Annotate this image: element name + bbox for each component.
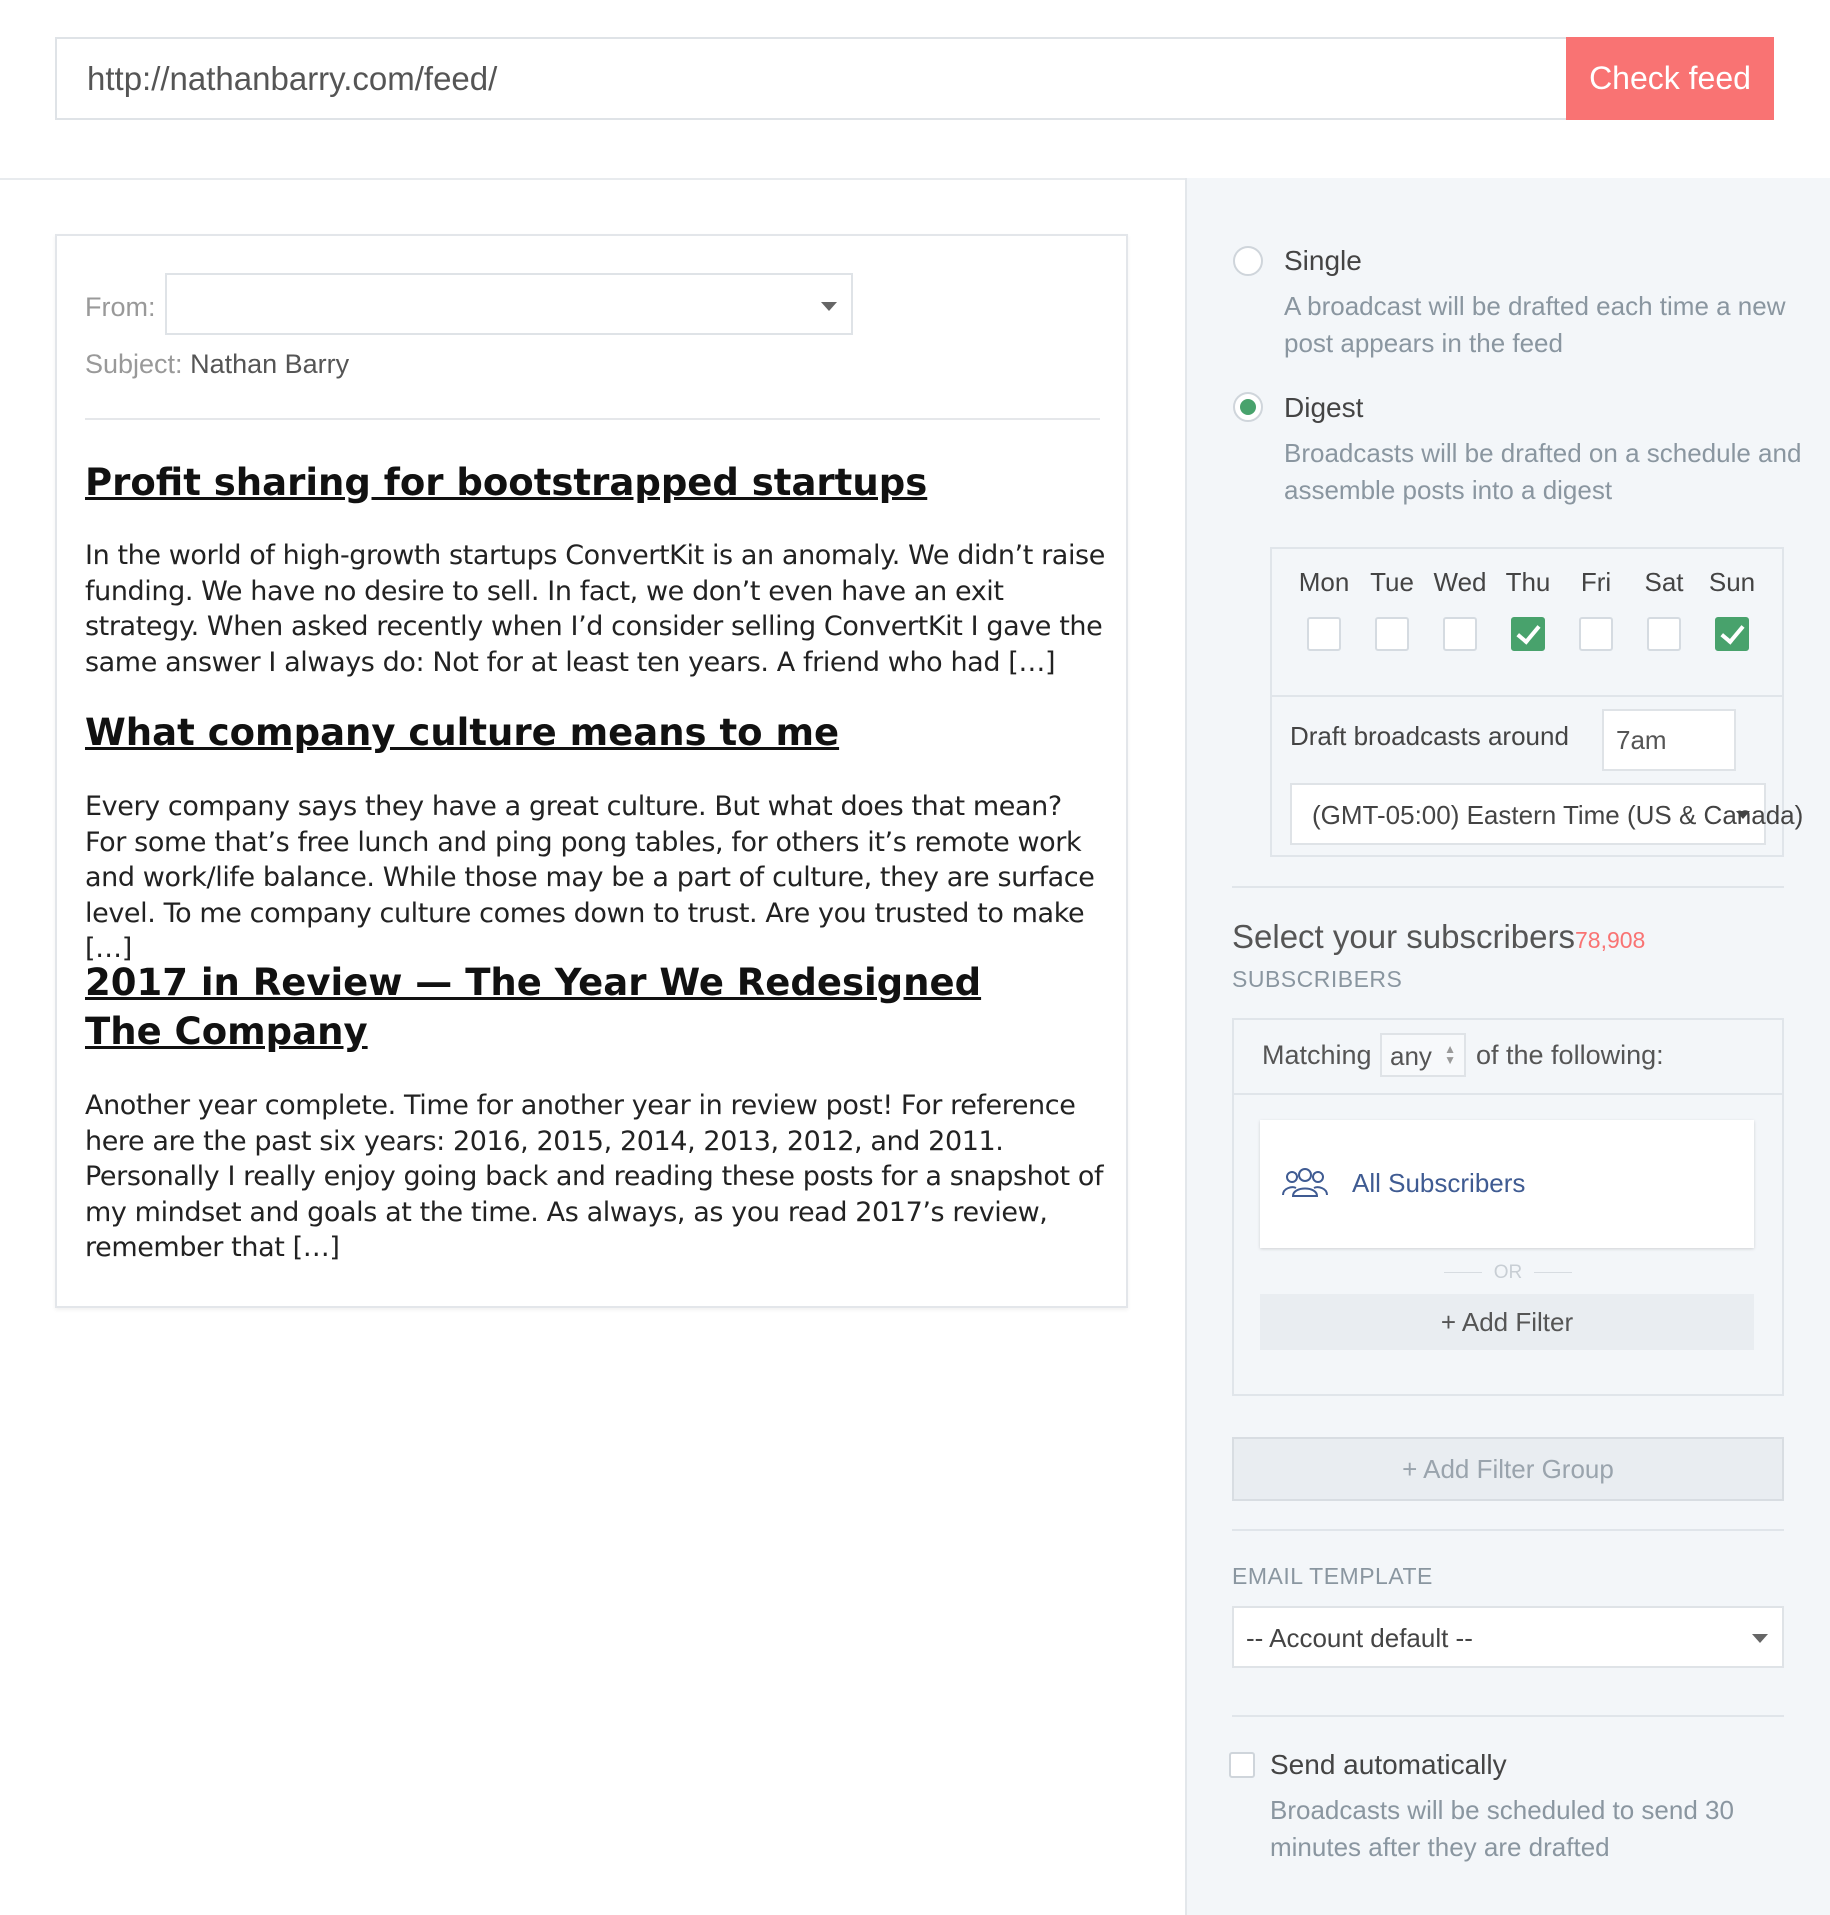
or-label: OR xyxy=(1493,1262,1523,1283)
from-label: From: xyxy=(85,292,156,322)
matching-prefix: Matching xyxy=(1262,1040,1372,1070)
day-label-wed: Wed xyxy=(1433,567,1487,597)
digest-radio[interactable] xyxy=(1233,392,1263,422)
digest-schedule-box xyxy=(1270,547,1804,857)
check-feed-button[interactable]: Check feed xyxy=(1566,37,1774,120)
digest-label: Digest xyxy=(1284,392,1364,423)
digest-description: Broadcasts will be drafted on a schedule and assemble posts into a digest xyxy=(1284,438,1802,505)
divider xyxy=(85,418,1100,420)
divider xyxy=(1232,886,1784,888)
matching-row xyxy=(1234,1020,1782,1095)
subject-value: Nathan Barry xyxy=(190,349,350,379)
users-icon xyxy=(1282,1164,1328,1198)
matching-value: any xyxy=(1390,1041,1432,1071)
email-template-caption: EMAIL TEMPLATE xyxy=(1232,1563,1433,1589)
subscriber-count: 78,908 xyxy=(1574,927,1646,953)
feed-url-input[interactable] xyxy=(55,37,1567,120)
post-title-link[interactable]: 2017 in Review — The Year We Redesigned The Company xyxy=(85,961,982,1053)
day-checkbox-mon[interactable] xyxy=(1307,617,1341,651)
subscribers-caption: SUBSCRIBERS xyxy=(1232,966,1403,992)
day-label-tue: Tue xyxy=(1370,567,1414,597)
day-checkbox-thu[interactable] xyxy=(1511,617,1545,651)
single-radio[interactable] xyxy=(1233,246,1263,276)
subscribers-heading-text: Select your subscribers xyxy=(1232,918,1575,955)
updown-arrows-icon: ▲ ▼ xyxy=(1444,1042,1456,1067)
day-checkbox-fri[interactable] xyxy=(1579,617,1613,651)
day-checkbox-wed[interactable] xyxy=(1443,617,1477,651)
chevron-down-icon xyxy=(1736,811,1750,819)
timezone-value: (GMT-05:00) Eastern Time (US & Canada) xyxy=(1312,800,1804,830)
day-label-sat: Sat xyxy=(1644,567,1684,597)
send-automatically-label: Send automatically xyxy=(1270,1749,1507,1780)
email-template-value: -- Account default -- xyxy=(1246,1623,1473,1653)
single-description: A broadcast will be drafted each time a new post appears in the feed xyxy=(1284,291,1786,358)
add-filter-group-button[interactable]: + Add Filter Group xyxy=(1232,1437,1784,1501)
send-automatically-description: Broadcasts will be scheduled to send 30 minutes after they are drafted xyxy=(1270,1795,1734,1862)
send-automatically-checkbox[interactable] xyxy=(1229,1752,1255,1778)
day-label-sun: Sun xyxy=(1708,567,1756,597)
or-separator xyxy=(1234,1262,1782,1284)
day-label-thu: Thu xyxy=(1505,567,1551,597)
add-filter-button[interactable]: + Add Filter xyxy=(1260,1294,1754,1350)
divider xyxy=(1272,695,1782,697)
draft-time-input[interactable] xyxy=(1602,709,1736,771)
day-label-fri: Fri xyxy=(1580,567,1612,597)
post-excerpt: Every company says they have a great culture. But what does that mean? For some that’s free lunch and ping pong tables, for others it’s remote work and work/life balance. While those may be a part of culture, they are surface level. To me company culture comes down to trust. Are you trusted to make […] xyxy=(85,791,1095,964)
post-excerpt: Another year complete. Time for another year in review post! For reference here are the past six years: 2016, 2015, 2014, 2013, 2012, and 2011. Personally I really enjoy going back and reading these posts for a snapshot of my mindset and goals at the time. As always, as you read 2017’s review, remember that […] xyxy=(85,1090,1104,1263)
day-checkbox-sat[interactable] xyxy=(1647,617,1681,651)
subject-line xyxy=(85,349,349,380)
matching-select[interactable] xyxy=(1380,1033,1466,1077)
subject-label: Subject: xyxy=(85,349,183,379)
divider xyxy=(1232,1715,1784,1717)
single-label: Single xyxy=(1284,245,1362,276)
timezone-select[interactable] xyxy=(1290,783,1804,845)
feed-bar xyxy=(0,0,1828,180)
post-title-link[interactable]: Profit sharing for bootstrapped startups xyxy=(85,461,928,504)
day-checkbox-tue[interactable] xyxy=(1375,617,1409,651)
post-excerpt: In the world of high-growth startups ConvertKit is an anomaly. We didn’t raise funding. We have no desire to sell. In fact, we don’t even have an exit strategy. When asked recently when I’d consider selling ConvertKit I gave the same answer I always do: Not for at least ten years. A friend who had […] xyxy=(85,540,1105,678)
day-checkbox-sun[interactable] xyxy=(1715,617,1749,651)
day-label-mon: Mon xyxy=(1298,567,1350,597)
email-preview-card xyxy=(55,234,1128,1308)
draft-time-label: Draft broadcasts around xyxy=(1290,721,1569,751)
divider xyxy=(1232,1529,1784,1531)
matching-suffix: of the following: xyxy=(1476,1040,1664,1070)
from-select[interactable] xyxy=(165,273,853,335)
chevron-down-icon xyxy=(1752,1634,1768,1643)
all-subscribers-filter[interactable] xyxy=(1260,1120,1754,1248)
all-subscribers-label: All Subscribers xyxy=(1352,1168,1526,1198)
subscribers-heading xyxy=(1232,918,1645,956)
chevron-down-icon xyxy=(821,302,837,311)
post-title-link[interactable]: What company culture means to me xyxy=(85,711,840,754)
filter-group xyxy=(1232,1018,1784,1396)
email-template-select[interactable] xyxy=(1232,1606,1784,1668)
